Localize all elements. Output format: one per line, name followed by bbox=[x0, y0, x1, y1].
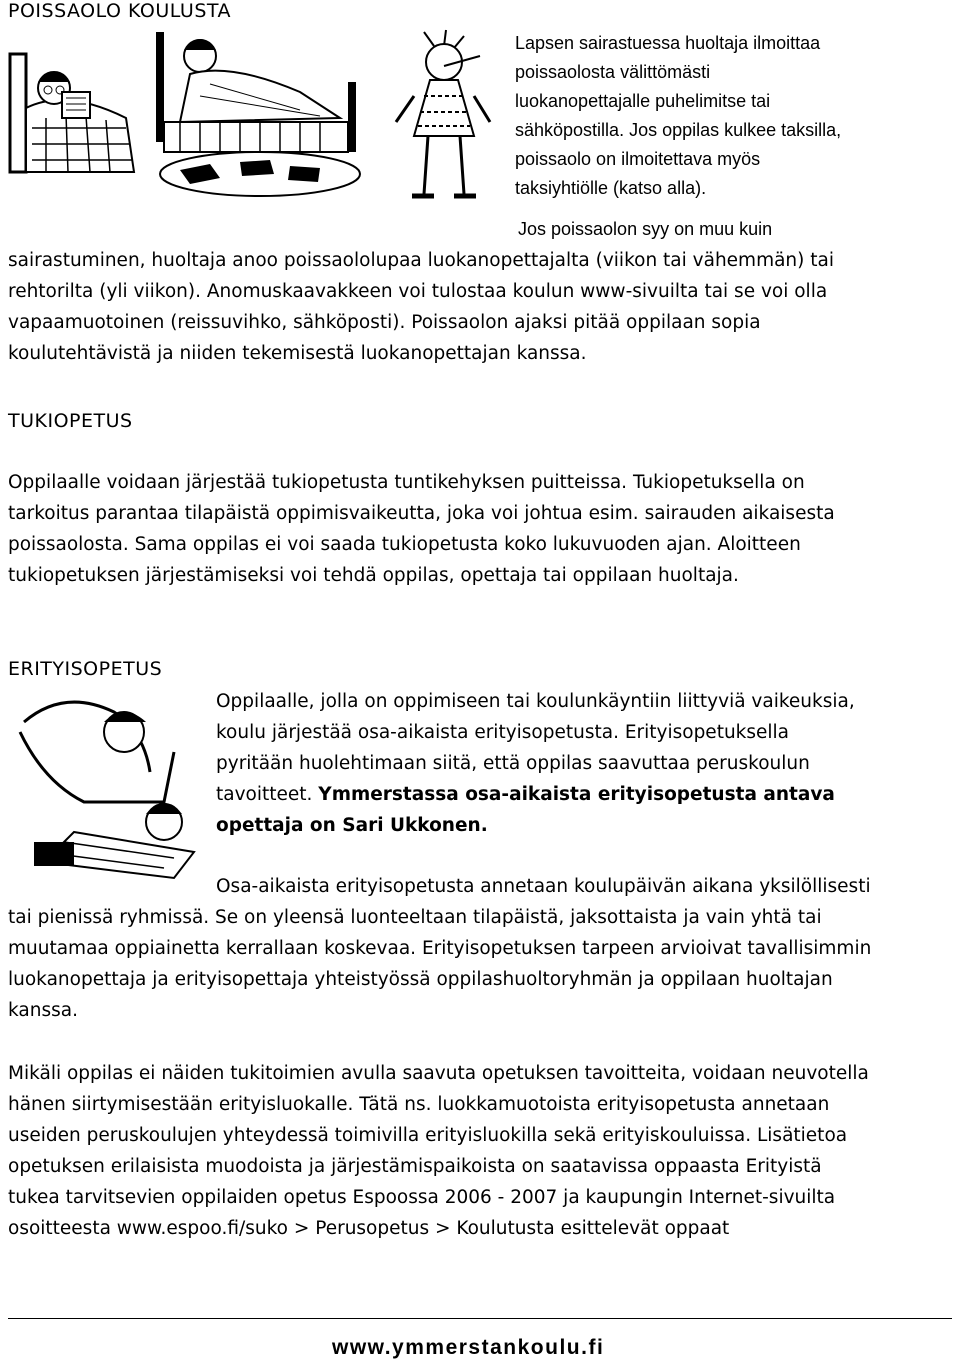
absence-notice-text: Lapsen sairastuessa huoltaja ilmoittaa poissaolosta välittömästi luokanopettajalle puhelimitse tai sähköpostilla. Jos oppilas kulkee taksilla, poissaolo on ilmoitettava myös taksiyhtiölle (katso alla). bbox=[515, 33, 842, 198]
sick-child-in-bed-illustration bbox=[150, 22, 372, 200]
special-education-intro-text: Oppilaalle, jolla on oppimiseen tai koulunkäyntiin liittyviä vaikeuksia, koulu järjestää osa-aikaista erityisopetusta. Erityisopetuksella pyritään huolehtimaan siitä, että oppilas saavuttaa peruskoulun tavoitteet. bbox=[216, 691, 855, 805]
section-heading-tukiopetus: TUKIOPETUS bbox=[8, 410, 133, 432]
footer-divider bbox=[8, 1318, 952, 1319]
section-heading-poissaolo: POISSAOLO KOULUSTA bbox=[8, 0, 232, 22]
absence-body-text: sairastuminen, huoltaja anoo poissaololupaa luokanopettajalta (viikon tai vähemmän) tai rehtorilta (yli viikon). Anomuskaavakkeen voi tulostaa koulun www-sivuilta tai se voi olla vapaamuotoinen (reissuvihko, sähköposti). Poissaolon ajaksi pitää oppilaan sopia koulutehtävistä ja niiden tekemisestä luokanopettajan kanssa. bbox=[8, 250, 834, 364]
absence-reason-line: Jos poissaolon syy on muu kuin bbox=[518, 219, 773, 239]
child-with-thermometer-illustration bbox=[384, 26, 504, 210]
special-class-text: Mikäli oppilas ei näiden tukitoimien avulla saavuta opetuksen tavoitteita, voidaan neuvotella hänen siirtymisestään erityisluokalle. Tätä ns. luokkamuotoista erityisopetusta annetaan useiden peruskoulujen yhteydessä toimivilla erityisluokilla sekä erityiskouluissa. Lisätietoa opetuksen erilaisista muodoista ja järjestämispaikoista on saatavissa oppaasta Erityistä tukea tarvitsevien oppilaiden opetus Espoossa 2006 - 2007 ja kaupungin Internet-sivuilta osoitteesta www.espoo.fi/suko > Perusopetus > Koulutusta esittelevät oppaat bbox=[8, 1063, 869, 1239]
footer-url: www.ymmerstankoulu.fi bbox=[332, 1336, 605, 1359]
reading-child-in-bed-illustration bbox=[6, 48, 148, 176]
special-education-para2-first: Osa-aikaista erityisopetusta annetaan koulupäivän aikana yksilöllisesti bbox=[216, 876, 871, 897]
special-education-intro bbox=[216, 686, 956, 841]
section-heading-erityisopetus: ERITYISOPETUS bbox=[8, 658, 163, 680]
support-teaching-text: Oppilaalle voidaan järjestää tukiopetusta tuntikehyksen puitteissa. Tukiopetuksella on tarkoitus parantaa tilapäistä oppimisvaikeutta, joka voi johtua esim. sairauden aikaisesta poissaolosta. Sama oppilas ei voi saada tukiopetusta koko lukuvuoden ajan. Aloitteen tukiopetuksen järjestämiseksi voi tehdä oppilas, opettaja tai oppilaan huoltaja. bbox=[8, 472, 835, 586]
special-education-teacher-bold-1: Ymmerstassa osa-aikaista erityisopetusta antava bbox=[318, 784, 835, 805]
teacher-helping-student-illustration bbox=[4, 692, 204, 884]
special-education-para2: tai pienissä ryhmissä. Se on yleensä luonteeltaan tilapäistä, jaksottaista ja vain yhtä tai muutamaa oppiainetta kerrallaan koskevaa. Erityisopetuksen tarpeen arvioivat tavallisimmin luokanopettaja ja erityisopettaja yhteistyössä oppilashuoltoryhmän ja oppilaan huoltajan kanssa. bbox=[8, 907, 872, 1021]
special-education-teacher-bold-2: opettaja on Sari Ukkonen. bbox=[216, 815, 488, 836]
